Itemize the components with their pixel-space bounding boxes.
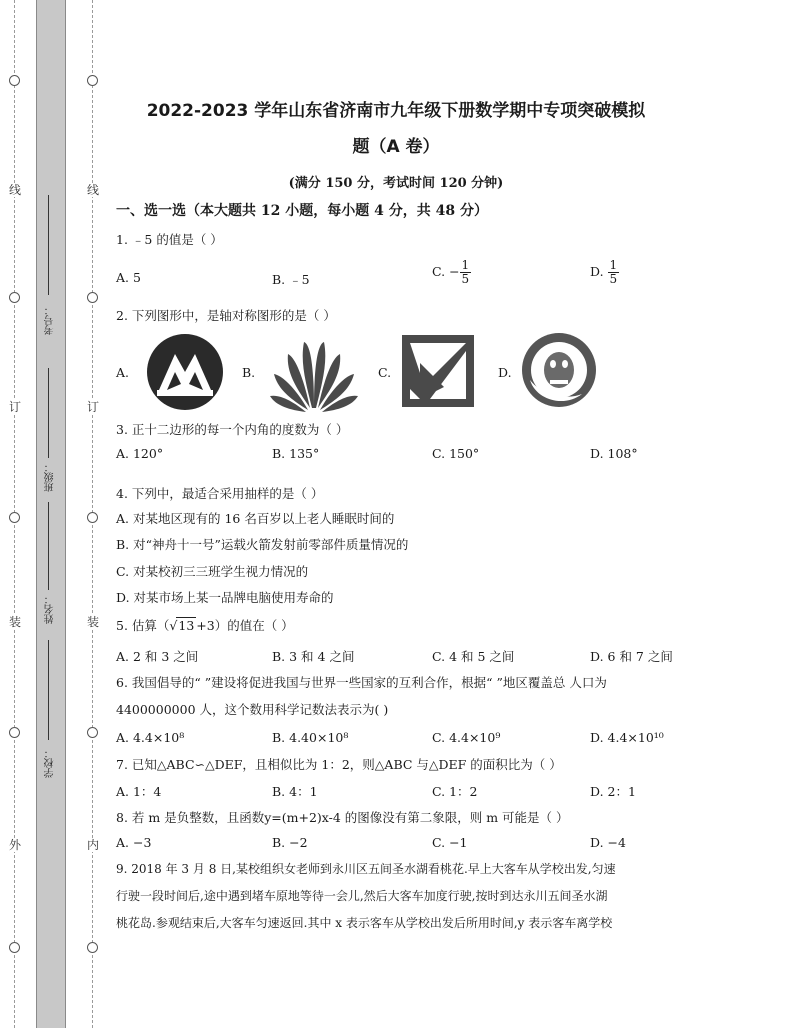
outer-char-wai: 外 [8,838,21,852]
question-6-line2: 4400000000 人，这个数用科学记数法表示为( ) [116,702,389,717]
q8-option-b: B. −2 [272,835,308,850]
fraction: $\frac{1}{5}$ [461,258,470,286]
binding-hole [9,75,20,86]
page-title: 2022-2023 学年山东省济南市九年级下册数学期中专项突破模拟 [146,101,646,121]
q5-option-b: B. 3 和 4 之间 [272,649,355,664]
q2-option-a: A. [116,365,130,380]
question-3: 3. 正十二边形的每一个内角的度数为（ ） [116,422,349,437]
page-title-line2: 题（A 卷） [352,137,440,157]
binding-hole [87,292,98,303]
class-label: 班级： [44,462,56,492]
triangle-logo-icon [400,333,476,409]
outer-char-ding: 订 [8,400,21,414]
q3-option-a: A. 120° [116,446,164,461]
q7-option-b: B. 4：1 [272,784,318,799]
name-line [48,502,49,590]
binding-hole [9,292,20,303]
q5-option-a: A. 2 和 3 之间 [116,649,199,664]
question-9: 9. 2018 年 3 月 8 日,某校组织女老师到永川区五间圣水湖看桃花.早上大客车从学校出发,匀速 [116,862,616,876]
metro-logo-icon [145,332,225,412]
exam-info: (满分 150 分，考试时间 120 分钟) [288,176,504,191]
binding-hole [87,942,98,953]
inner-char-zhuang: 装 [86,615,99,629]
q5-option-c: C. 4 和 5 之间 [432,649,515,664]
q4-option-b: B. 对“神舟十一号”运载火箭发射前零部件质量情况的 [116,537,409,552]
q7-option-a: A. 1：4 [116,784,162,799]
exam-number-label: 考号： [44,305,56,335]
q4-option-a: A. 对某地区现有的 16 名百岁以上老人睡眠时间的 [116,511,395,526]
q8-option-c: C. −1 [432,835,468,850]
question-6: 6. 我国倡导的“ ”建设将促进我国与世界一些国家的互利合作，根据“ ”地区覆盖总 人口为 [116,675,607,690]
q6-option-b: B. 4.40×10⁸ [272,730,349,745]
q1-option-a: A. 5 [116,270,141,285]
inner-char-xian: 线 [86,183,99,197]
q2-option-d: D. [498,365,512,380]
question-5: 5. 估算（√13 +3）的值在（ ） [116,618,294,633]
binding-hole [87,512,98,523]
school-line [48,640,49,740]
binding-hole [9,512,20,523]
penguin-logo-icon [520,330,598,410]
fraction: $\frac{1}{5}$ [609,258,618,286]
binding-hole [9,942,20,953]
huawei-logo-icon [266,334,362,412]
binding-strip [36,0,66,1028]
school-label: 学校： [44,748,56,778]
q7-option-c: C. 1：2 [432,784,478,799]
binding-hole [9,727,20,738]
question-7: 7. 已知△ABC∽△DEF，且相似比为 1：2，则△ABC 与△DEF 的面积比为（ ） [116,757,562,772]
question-4: 4. 下列中，最适合采用抽样的是（ ） [116,486,324,501]
q5-option-d: D. 6 和 7 之间 [590,649,673,664]
q2-option-c: C. [378,365,392,380]
question-9-line3: 桃花岛.参观结束后,大客车匀速返回.其中 x 表示客车从学校出发后所用时间,y 表示客车离学校 [116,916,613,930]
outer-char-xian: 线 [8,183,21,197]
outer-char-zhuang: 装 [8,615,21,629]
q8-option-d: D. −4 [590,835,626,850]
binding-hole [87,727,98,738]
q3-option-d: D. 108° [590,446,638,461]
section-heading: 一、选一选（本大题共 12 小题，每小题 4 分，共 48 分） [116,203,488,219]
class-line [48,368,49,458]
q2-option-b: B. [242,365,256,380]
question-9-line2: 行驶一段时间后,途中遇到堵车原地等待一会儿,然后大客车加度行驶,按时到达永川五间圣水湖 [116,889,608,903]
q3-option-c: C. 150° [432,446,480,461]
question-1: 1. ﹣5 的值是（ ） [116,232,223,247]
inner-char-nei: 内 [86,838,99,852]
q1-option-b: B. ﹣5 [272,272,310,287]
binding-hole [87,75,98,86]
q3-option-b: B. 135° [272,446,320,461]
exam-number-line [48,195,49,295]
q6-option-a: A. 4.4×10⁸ [116,730,185,745]
q4-option-d: D. 对某市场上某一品牌电脑使用寿命的 [116,590,334,605]
inner-char-ding: 订 [86,400,99,414]
question-8: 8. 若 m 是负整数，且函数y=(m+2)x-4 的图像没有第二象限，则 m 可能是（ ） [116,810,569,825]
q8-option-a: A. −3 [116,835,152,850]
q6-option-c: C. 4.4×10⁹ [432,730,501,745]
q7-option-d: D. 2：1 [590,784,636,799]
sqrt-sign: √ [169,618,178,633]
name-label: 姓名： [44,594,56,624]
q1-option-c: C. − $\frac{1}{5}$ [432,258,470,286]
q1-option-d: D. $\frac{1}{5}$ [590,258,618,286]
q6-option-d: D. 4.4×10¹⁰ [590,730,664,745]
question-2: 2. 下列图形中，是轴对称图形的是（ ） [116,308,336,323]
sqrt-radicand: 13 [178,618,195,633]
q4-option-c: C. 对某校初三三班学生视力情况的 [116,564,309,579]
